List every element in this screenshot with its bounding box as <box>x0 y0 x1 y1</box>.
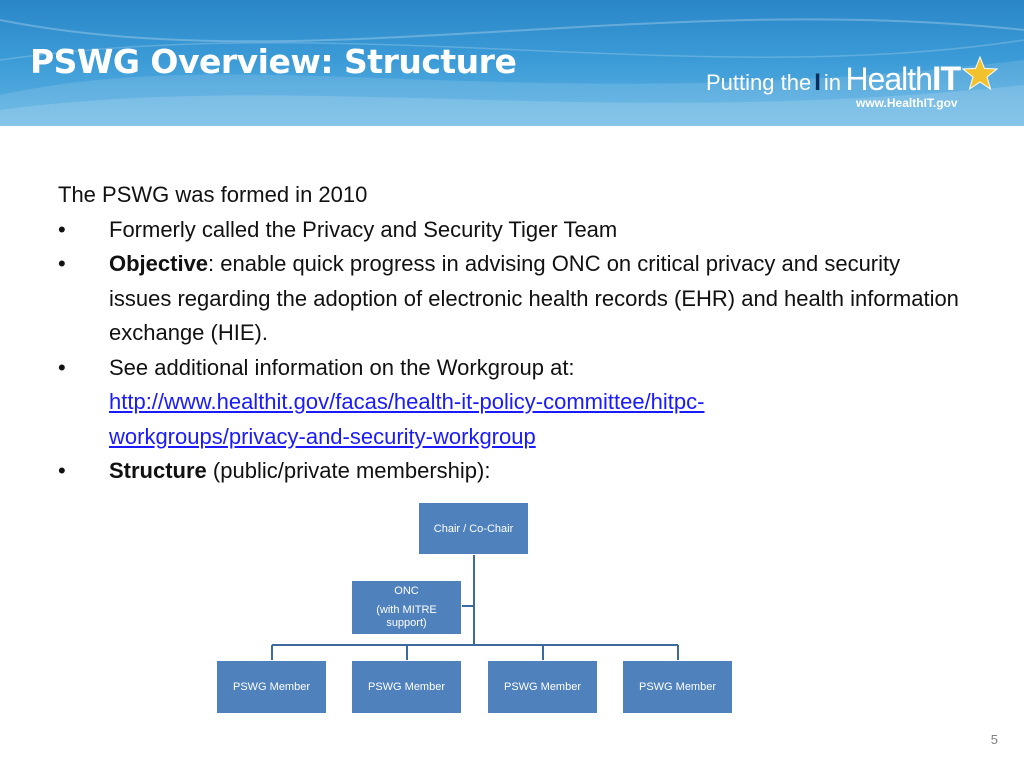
org-box-member: PSWG Member <box>487 660 598 714</box>
logo-text-putting: Putting the <box>706 70 812 95</box>
bullet-label-objective: Objective <box>109 251 209 276</box>
org-box-member: PSWG Member <box>216 660 327 714</box>
onc-support-line1: (with MITRE <box>376 604 437 616</box>
bullet-list <box>58 213 968 489</box>
bullet-item <box>58 454 968 489</box>
bullet-text: (public/private membership): <box>206 458 491 483</box>
bullet-item <box>58 351 968 455</box>
star-icon <box>962 56 998 90</box>
bullet-dot: • <box>58 458 66 483</box>
bullet-text: Formerly called the Privacy and Security Tiger Team <box>109 216 618 242</box>
bullet-dot: • <box>58 251 66 276</box>
logo-url: www.HealthIT.gov <box>856 96 958 110</box>
logo-text-health: Health <box>845 61 932 97</box>
org-box-member: PSWG Member <box>351 660 462 714</box>
bullet-dot: • <box>58 216 66 242</box>
intro-text: The PSWG was formed in 2010 <box>58 182 368 207</box>
org-box-member: PSWG Member <box>622 660 733 714</box>
workgroup-link-line2[interactable]: workgroups/privacy-and-security-workgroup <box>109 423 536 449</box>
bullet-text: See additional information on the Workgroup at: <box>109 354 575 380</box>
onc-label: ONC <box>394 585 419 597</box>
bullet-item <box>58 213 968 248</box>
logo-text-in: in <box>823 70 841 95</box>
bullet-dot: • <box>58 354 66 380</box>
healthit-logo <box>706 54 1006 114</box>
page-number: 5 <box>990 732 998 747</box>
logo-text-it: IT <box>931 60 961 98</box>
org-box-chair: Chair / Co-Chair <box>418 502 529 555</box>
bullet-text: : enable quick progress in advising ONC on critical privacy and security issues regarding the adoption of electronic health records (EHR) and health information exchange (HIE). <box>109 251 959 345</box>
slide-header <box>0 0 1024 126</box>
bullet-item <box>58 247 968 351</box>
bullet-label-structure: Structure <box>109 458 207 483</box>
logo-text-i: I <box>814 69 821 96</box>
org-box-onc <box>351 580 462 635</box>
onc-support-line2: support) <box>386 617 427 629</box>
slide-title: PSWG Overview: Structure <box>30 42 517 81</box>
slide-body <box>58 178 968 489</box>
logo-wordmark <box>706 60 960 99</box>
workgroup-link[interactable] <box>109 389 704 449</box>
workgroup-link-line1[interactable]: http://www.healthit.gov/facas/health-it-policy-committee/hitpc- <box>109 389 705 414</box>
